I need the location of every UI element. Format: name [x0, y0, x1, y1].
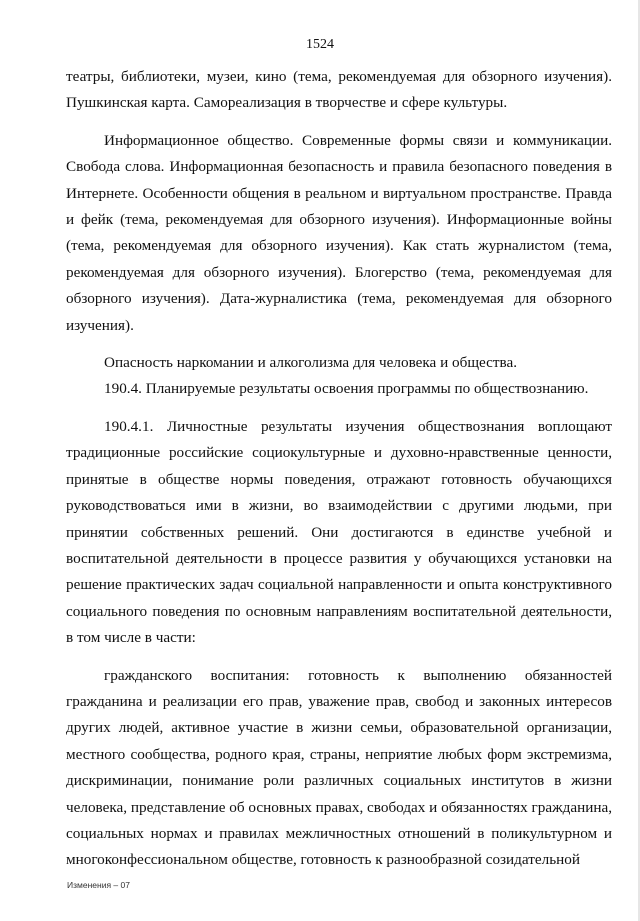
section-heading-190-4: 190.4. Планируемые результаты освоения программы по обществознанию. — [104, 380, 589, 398]
document-body — [66, 64, 612, 874]
paragraph-culture-continuation: театры, библиотеки, музеи, кино (тема, рекомендуемая для обзорного изучения). Пушкинская карта. Самореализация в творчестве и сфере культуры. — [66, 68, 612, 112]
paragraph-information-society: Информационное общество. Современные формы связи и коммуникации. Свобода слова. Информационная безопасность и правила безопасного поведения в Интернете. Особенности общения в реальном и виртуальном пространстве. Правда и фейк (тема, рекомендуемая для обзорного изучения). Информационные войны (тема, рекомендуемая для обзорного изучения). Как стать журналистом (тема, рекомендуемая для обзорного изучения). Блогерство (тема, рекомендуемая для обзорного изучения). Дата-журналистика (тема, рекомендуемая для обзорного изучения). — [66, 131, 612, 334]
page-number: 1524 — [306, 37, 334, 52]
paragraph-personal-results: 190.4.1. Личностные результаты изучения обществознания воплощают традиционные российские социокультурные и духовно-нравственные ценности, принятые в обществе нормы поведения, отражают готовность обучающихся руководствоваться ими в жизни, во взаимодействии с другими людьми, при принятии собственных решений. Они достигаются в единстве учебной и воспитательной деятельности в процессе развития у обучающихся установки на решение практических задач социальной направленности и опыта конструктивного социального поведения по основным направлениям воспитательной деятельности, в том числе в части: — [66, 417, 612, 647]
footer-revision-note: Изменения – 07 — [67, 880, 130, 890]
paragraph-addiction-danger: Опасность наркомании и алкоголизма для человека и общества. — [104, 354, 518, 372]
paragraph-civic-education: гражданского воспитания: готовность к выполнению обязанностей гражданина и реализации его прав, уважение прав, свобод и законных интересов других людей, активное участие в жизни семьи, образовательной организации, местного сообщества, родного края, страны, неприятие любых форм экстремизма, дискриминации, понимание роли различных социальных институтов в жизни человека, представление об основных правах, свободах и обязанностях гражданина, социальных нормах и правилах межличностных отношений в поликультурном и многоконфессиональном обществе, готовность к разнообразной созидательной — [66, 666, 613, 869]
